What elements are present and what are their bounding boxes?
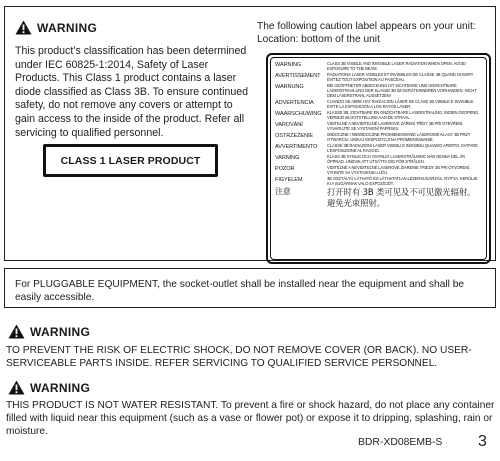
caution-label-warning-text: VIDITEĽNÉ A NEVIDITEĽNÉ LASEROVÉ ŽIARENIE TRIEDY 3B PRI OTVORENÍ. VYHNITE SA VYSTAVENIU LÚČU. <box>327 165 471 175</box>
caution-label-row <box>275 176 482 186</box>
shock-warning-text: TO PREVENT THE RISK OF ELECTRIC SHOCK, DO NOT REMOVE COVER (OR BACK). NO USER-SERVICEABLE PARTS INSIDE. REFER SERVICING TO QUALIFIED SERVICE PERSONNEL. <box>6 345 472 369</box>
caution-label-warning-text: KLASS 3B SYNLIG OCH OSYNLIG LASERSTRÅLNING NÄR DENNA DEL ÄR ÖPPNAD. UNDVIK ATT UTSÄTTA DIG FÖR STRÅLEN. <box>327 154 465 164</box>
shock-warning-title: WARNING <box>30 324 91 339</box>
shock-warning-heading <box>8 324 90 339</box>
warning-triangle-icon <box>15 20 32 35</box>
caution-label-language-heading: WARNING <box>275 62 302 68</box>
caution-label-language-heading: OSTRZEŻENIE <box>275 133 314 139</box>
caution-label-language-heading: VAROVÁNÍ <box>275 122 303 128</box>
caution-label-row <box>275 61 482 71</box>
page-number: 3 <box>478 433 487 450</box>
caution-label-warning-text: KLASSE 3B, ZICHTBARE EN ONZICHTBARE LASERSTRALING, INDIEN GEOPEND, VERMIJD BLOOTSTELLING AAN DE STRAAL. <box>327 110 480 120</box>
caution-label-row <box>275 121 482 131</box>
caution-label-row <box>275 72 482 82</box>
caution-label-warning-text: RADIATIONS LASER VISIBLES ET INVISIBLES DE CLASSE 3B QUAND OUVERT. ÉVITEZ TOUT EXPOSITION AU FAISCEAU. <box>327 72 474 82</box>
caution-label-row <box>275 132 482 142</box>
caution-label-warning-text: VIDITELNÉ A NEVIDITELNÉ LASEROVÉ ZÁŘENÍ TŘÍDY 3B PŘI OTEVŘENÍ. VYVARUJTE SE VYSTAVENÍ PAPRSKU. <box>327 121 464 131</box>
warning-triangle-icon <box>8 380 25 395</box>
caution-label-warning-text: 3B OSZTÁLYÚ LÁTHATÓ ÉS LÁTHATATLAN LÉZERSUGÁRZÁS, NYITVA. KERÜLJE KI A SUGÁRNAK VALÓ EXPOZÍCIÓT. <box>327 176 478 186</box>
caution-label-language-heading: WARNUNG <box>275 84 304 90</box>
caution-label-row <box>275 99 482 109</box>
caution-label-language-heading: AVVERTIMENTO <box>275 144 318 150</box>
caution-label-language-heading: FIGYELEM <box>275 177 303 183</box>
caution-label-warning-text: CLASSE 3B RADIAZIONI LASER VISIBILI E INVISIBILI QUANDO APERTO. EVITARE L’ESPOSIZIONE AL RAGGIO. <box>327 143 478 153</box>
water-warning-text: THIS PRODUCT IS NOT WATER RESISTANT. To prevent a fire or shock hazard, do not place any container filled with liquid near this equipment (such as a vase or flower pot) or expose it to dripping, splashing, rain or moisture. <box>6 400 495 437</box>
caution-label-warning-text: WIDOCZNE I NIEWIDOCZNE PROMIENIOWANIE LASEROWE KLASY 3B PRZY OTWARCIU. UNIKAJ EKSPOZYCJI NA PROMIENIOWANIE. <box>327 132 471 142</box>
caution-label-language-heading: ADVERTENCIA <box>275 100 314 106</box>
caution-label-row <box>275 83 482 98</box>
warning-triangle-icon <box>8 324 25 339</box>
caution-label-warning-text: BEI GEÖFFNETER ABDECKUNG IST SICHTBARE UND UNSICHTBARE LASERSTRAHLUNG DER KLASSE 3B IM GERÄTEINNEREN VORHANDEN. NICHT DEM LASERSTRAHL AUSSETZEN! <box>327 83 477 98</box>
caution-label-language-heading: POZOR <box>275 166 295 172</box>
laser-warning-box <box>4 6 496 261</box>
caution-label-rows <box>270 57 487 260</box>
water-warning-heading <box>8 380 90 395</box>
caution-label-row <box>275 187 482 208</box>
warning-title: WARNING <box>37 20 98 35</box>
caution-label-row <box>275 165 482 175</box>
caution-label-warning-text: 打开时有 3B 类可见及不可见激光辐射。避免光束照射。 <box>327 187 476 208</box>
caution-location-line: Location: bottom of the unit <box>257 33 380 45</box>
caution-label-intro <box>257 21 497 46</box>
water-warning-title: WARNING <box>30 380 91 395</box>
caution-label-language-heading: VARNING <box>275 155 300 161</box>
model-number: BDR-XD08EMB-S <box>358 437 443 448</box>
caution-intro-line: The following caution label appears on your unit: <box>257 21 476 32</box>
pluggable-equipment-note <box>4 268 496 308</box>
class-label-text: CLASS 1 LASER PRODUCT <box>60 154 201 167</box>
laser-warning-heading <box>15 20 97 35</box>
caution-label-row <box>275 110 482 120</box>
caution-label-language-heading: AVERTISSEMENT <box>275 73 321 79</box>
caution-label-row <box>275 154 482 164</box>
caution-label-language-heading: WAARSCHUWING <box>275 111 322 117</box>
pluggable-text: For PLUGGABLE EQUIPMENT, the socket-outlet shall be installed near the equipment and shall be easily accessible. <box>15 279 465 303</box>
caution-label-row <box>275 143 482 153</box>
caution-label-language-heading: 注意 <box>275 187 291 196</box>
caution-label-warning-text: CLASS 3B VISIBLE AND INVISIBLE LASER RADIATION WHEN OPEN. AVOID EXPOSURE TO THE BEAM. <box>327 61 466 71</box>
caution-label-image <box>266 53 491 264</box>
laser-classification-text: This product’s classification has been determined under IEC 60825-1:2014, Safety of Laser Products. This Class 1 product contains a laser diode classified as Class 3B. To ensure continued safety, do not remove any covers or attempt to gain access to the inside of the product. Refer all servicing to qualified personnel. <box>15 45 249 139</box>
caution-label-warning-text: CUANDO SE ABRE HAY RADIACIÓN LÁSER DE CLASE 3B VISIBLE E INVISIBLE. EVITE LA EXPOSICIÓN A LOS RAYOS LÁSER. <box>327 99 475 109</box>
class-1-laser-product-label <box>43 144 218 177</box>
